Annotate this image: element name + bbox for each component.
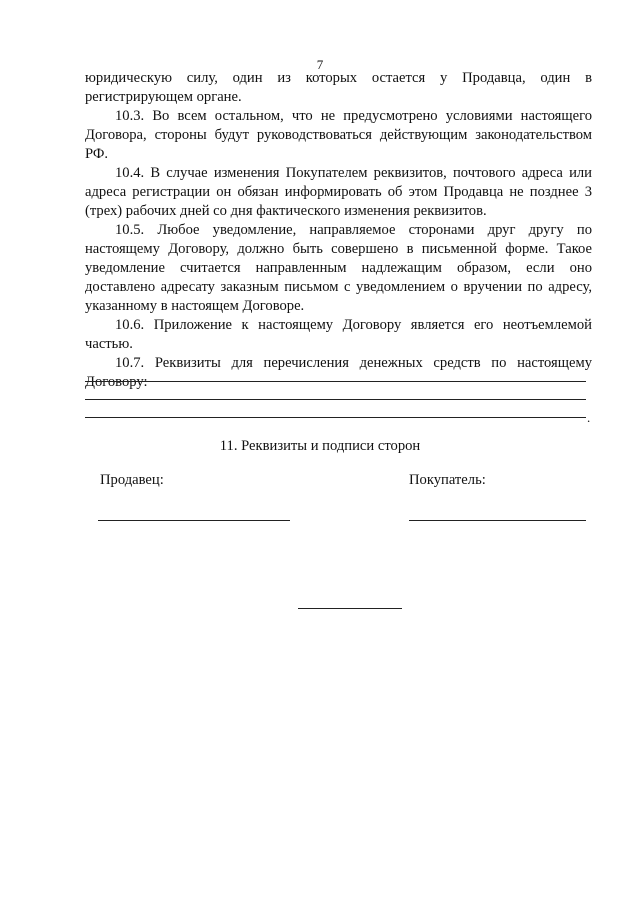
contract-text (85, 69, 592, 392)
buyer-signature-line (409, 520, 586, 521)
paragraph-10-5: 10.5. Любое уведомление, направляемое сторонами друг другу по настоящему Договору, должно быть совершено в письменной форме. Такое уведомление считается направленным надлежащим образом, если оно доставлено адресату заказным письмом с уведомлением о вручении по адресу, указанному в настоящем Договоре. (85, 222, 592, 314)
requisites-blank-line-1 (85, 381, 586, 382)
requisites-blank-line-2 (85, 399, 586, 400)
paragraph-10-3: 10.3. Во всем остальном, что не предусмотрено условиями настоящего Договора, стороны будут руководствоваться действующим законодательством РФ. (85, 108, 592, 162)
paragraph-continuation: юридическую силу, один из которых остается у Продавца, один в регистрирующем органе. (85, 70, 592, 105)
seller-signature-line (98, 520, 290, 521)
requisites-blank-line-3 (85, 417, 586, 418)
seller-label: Продавец: (100, 472, 164, 488)
document-end-line (298, 608, 402, 609)
requisites-end-mark: . (587, 410, 591, 425)
paragraph-10-6: 10.6. Приложение к настоящему Договору является его неотъемлемой частью. (85, 317, 592, 352)
section-title: 11. Реквизиты и подписи сторон (219, 438, 421, 454)
paragraph-10-4: 10.4. В случае изменения Покупателем реквизитов, почтового адреса или адреса регистрации он обязан информировать об этом Продавца не позднее 3 (трех) рабочих дней со дня фактического изменения реквизитов. (85, 165, 592, 219)
paragraph-10-7: 10.7. Реквизиты для перечисления денежных средств по настоящему Договору: (85, 355, 592, 390)
buyer-label: Покупатель: (409, 472, 486, 488)
page-number: 7 (316, 57, 324, 72)
